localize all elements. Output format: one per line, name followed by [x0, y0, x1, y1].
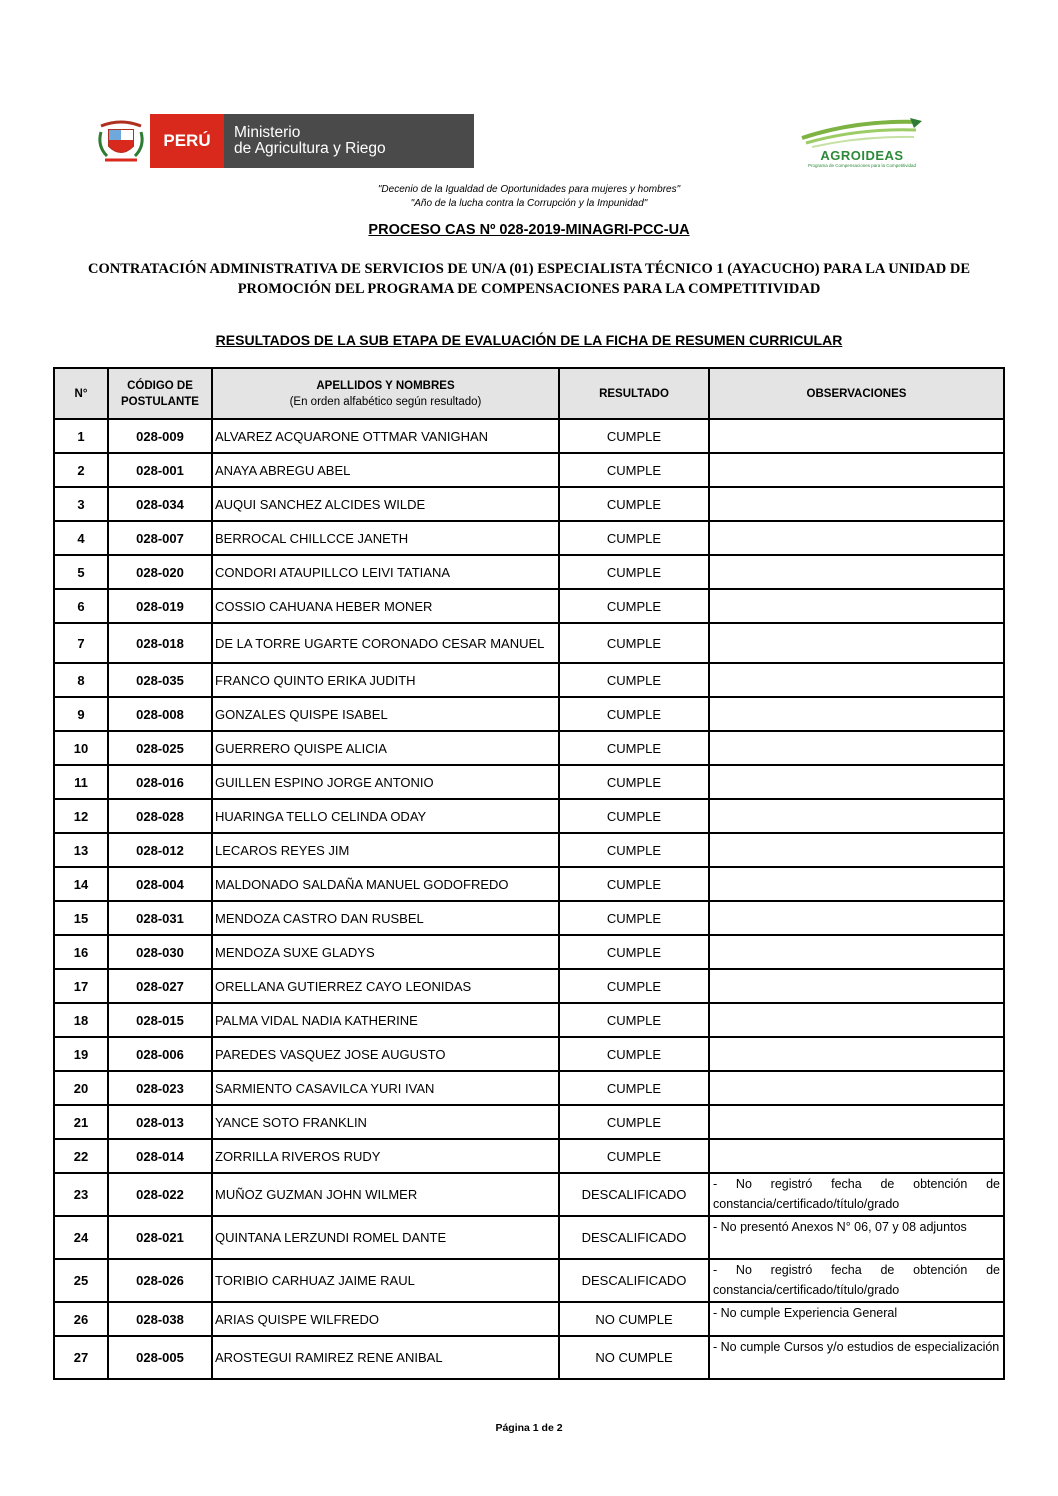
- row-number: 23: [54, 1173, 108, 1216]
- row-observations: [709, 935, 1004, 969]
- row-result: CUMPLE: [559, 935, 709, 969]
- row-code: 028-026: [108, 1259, 212, 1302]
- results-title: RESULTADOS DE LA SUB ETAPA DE EVALUACIÓN DE LA FICHA DE RESUMEN CURRICULAR: [215, 332, 843, 348]
- header-name: [212, 368, 559, 419]
- row-name: SARMIENTO CASAVILCA YURI IVAN: [212, 1071, 559, 1105]
- row-code: 028-020: [108, 555, 212, 589]
- table-row: [54, 833, 1004, 867]
- row-number: 2: [54, 453, 108, 487]
- year-note: "Año de la lucha contra la Corrupción y la Impunidad": [410, 198, 648, 209]
- row-code: 028-027: [108, 969, 212, 1003]
- table-row: [54, 867, 1004, 901]
- results-table: [53, 367, 1005, 1380]
- row-observations: [709, 589, 1004, 623]
- row-name: PAREDES VASQUEZ JOSE AUGUSTO: [212, 1037, 559, 1071]
- row-number: 18: [54, 1003, 108, 1037]
- row-code: 028-035: [108, 663, 212, 697]
- row-name: GUILLEN ESPINO JORGE ANTONIO: [212, 765, 559, 799]
- row-result: CUMPLE: [559, 1105, 709, 1139]
- row-observations: [709, 521, 1004, 555]
- table-row: [54, 935, 1004, 969]
- table-row: [54, 555, 1004, 589]
- row-observations: [709, 623, 1004, 663]
- row-observations: [709, 697, 1004, 731]
- row-result: CUMPLE: [559, 1139, 709, 1173]
- row-name: ALVAREZ ACQUARONE OTTMAR VANIGHAN: [212, 419, 559, 453]
- row-result: CUMPLE: [559, 697, 709, 731]
- row-name: YANCE SOTO FRANKLIN: [212, 1105, 559, 1139]
- row-code: 028-022: [108, 1173, 212, 1216]
- row-observations: - No cumple Cursos y/o estudios de especialización: [709, 1336, 1004, 1379]
- decade-note: "Decenio de la Igualdad de Oportunidades para mujeres y hombres": [377, 184, 681, 195]
- table-row: [54, 521, 1004, 555]
- row-observations: [709, 867, 1004, 901]
- row-number: 21: [54, 1105, 108, 1139]
- row-name: PALMA VIDAL NADIA KATHERINE: [212, 1003, 559, 1037]
- row-observations: [709, 453, 1004, 487]
- table-row: [54, 1336, 1004, 1379]
- row-result: CUMPLE: [559, 901, 709, 935]
- row-observations: [709, 969, 1004, 1003]
- ministry-line2: de Agricultura y Riego: [234, 140, 386, 157]
- row-result: CUMPLE: [559, 765, 709, 799]
- row-name: GONZALES QUISPE ISABEL: [212, 697, 559, 731]
- row-name: COSSIO CAHUANA HEBER MONER: [212, 589, 559, 623]
- row-name: ANAYA ABREGU ABEL: [212, 453, 559, 487]
- row-observations: [709, 1003, 1004, 1037]
- row-result: DESCALIFICADO: [559, 1259, 709, 1302]
- row-number: 10: [54, 731, 108, 765]
- header-code: [108, 368, 212, 419]
- row-observations: [709, 799, 1004, 833]
- agroideas-subtitle: Programa de Compensaciones para la Competitividad: [807, 163, 917, 168]
- row-result: CUMPLE: [559, 663, 709, 697]
- row-code: 028-034: [108, 487, 212, 521]
- row-result: CUMPLE: [559, 521, 709, 555]
- row-name: ARIAS QUISPE WILFREDO: [212, 1302, 559, 1336]
- row-result: CUMPLE: [559, 799, 709, 833]
- row-result: CUMPLE: [559, 833, 709, 867]
- table-row: [54, 1105, 1004, 1139]
- row-name: ZORRILLA RIVEROS RUDY: [212, 1139, 559, 1173]
- row-result: CUMPLE: [559, 1071, 709, 1105]
- row-number: 7: [54, 623, 108, 663]
- row-number: 25: [54, 1259, 108, 1302]
- table-row: [54, 1302, 1004, 1336]
- row-code: 028-023: [108, 1071, 212, 1105]
- row-result: NO CUMPLE: [559, 1302, 709, 1336]
- row-name: AUQUI SANCHEZ ALCIDES WILDE: [212, 487, 559, 521]
- ministry-name: [224, 114, 474, 168]
- row-result: CUMPLE: [559, 867, 709, 901]
- row-name: TORIBIO CARHUAZ JAIME RAUL: [212, 1259, 559, 1302]
- row-observations: [709, 1037, 1004, 1071]
- row-code: 028-014: [108, 1139, 212, 1173]
- agroideas-logo: [796, 116, 928, 176]
- row-code: 028-007: [108, 521, 212, 555]
- row-name: DE LA TORRE UGARTE CORONADO CESAR MANUEL: [212, 623, 559, 663]
- table-row: [54, 697, 1004, 731]
- row-result: CUMPLE: [559, 487, 709, 521]
- row-number: 6: [54, 589, 108, 623]
- row-code: 028-012: [108, 833, 212, 867]
- agroideas-swoosh-icon: [796, 116, 928, 148]
- row-result: CUMPLE: [559, 419, 709, 453]
- row-code: 028-004: [108, 867, 212, 901]
- row-result: DESCALIFICADO: [559, 1216, 709, 1259]
- row-name: MENDOZA SUXE GLADYS: [212, 935, 559, 969]
- row-name: ORELLANA GUTIERREZ CAYO LEONIDAS: [212, 969, 559, 1003]
- row-result: CUMPLE: [559, 555, 709, 589]
- table-row: [54, 1003, 1004, 1037]
- row-number: 19: [54, 1037, 108, 1071]
- row-code: 028-006: [108, 1037, 212, 1071]
- row-name: MALDONADO SALDAÑA MANUEL GODOFREDO: [212, 867, 559, 901]
- row-code: 028-001: [108, 453, 212, 487]
- row-number: 17: [54, 969, 108, 1003]
- row-result: CUMPLE: [559, 453, 709, 487]
- row-result: CUMPLE: [559, 589, 709, 623]
- table-row: [54, 1071, 1004, 1105]
- row-number: 11: [54, 765, 108, 799]
- row-name: MUÑOZ GUZMAN JOHN WILMER: [212, 1173, 559, 1216]
- row-number: 9: [54, 697, 108, 731]
- header-name-line2: (En orden alfabético según resultado): [289, 395, 482, 408]
- row-result: CUMPLE: [559, 1037, 709, 1071]
- row-name: CONDORI ATAUPILLCO LEIVI TATIANA: [212, 555, 559, 589]
- row-number: 15: [54, 901, 108, 935]
- row-number: 12: [54, 799, 108, 833]
- table-row: [54, 1259, 1004, 1302]
- row-number: 13: [54, 833, 108, 867]
- row-result: CUMPLE: [559, 623, 709, 663]
- row-code: 028-028: [108, 799, 212, 833]
- coat-of-arms-icon: [92, 114, 150, 168]
- table-row: [54, 765, 1004, 799]
- row-code: 028-038: [108, 1302, 212, 1336]
- ministry-line1: Ministerio: [234, 124, 301, 141]
- table-row: [54, 623, 1004, 663]
- row-code: 028-005: [108, 1336, 212, 1379]
- row-code: 028-015: [108, 1003, 212, 1037]
- row-number: 20: [54, 1071, 108, 1105]
- row-observations: [709, 487, 1004, 521]
- row-result: DESCALIFICADO: [559, 1173, 709, 1216]
- row-observations: [709, 731, 1004, 765]
- row-number: 4: [54, 521, 108, 555]
- row-name: HUARINGA TELLO CELINDA ODAY: [212, 799, 559, 833]
- row-observations: [709, 663, 1004, 697]
- row-name: GUERRERO QUISPE ALICIA: [212, 731, 559, 765]
- table-row: [54, 1216, 1004, 1259]
- row-number: 16: [54, 935, 108, 969]
- row-code: 028-009: [108, 419, 212, 453]
- row-name: QUINTANA LERZUNDI ROMEL DANTE: [212, 1216, 559, 1259]
- table-row: [54, 1173, 1004, 1216]
- row-number: 3: [54, 487, 108, 521]
- row-observations: [709, 555, 1004, 589]
- row-name: FRANCO QUINTO ERIKA JUDITH: [212, 663, 559, 697]
- row-observations: [709, 1105, 1004, 1139]
- table-row: [54, 453, 1004, 487]
- ministry-logo: [92, 114, 474, 168]
- row-number: 22: [54, 1139, 108, 1173]
- row-code: 028-013: [108, 1105, 212, 1139]
- agroideas-name: AGROIDEAS: [820, 148, 904, 163]
- row-observations: [709, 833, 1004, 867]
- header-name-line1: APELLIDOS Y NOMBRES: [316, 379, 455, 392]
- table-body: [54, 419, 1004, 1379]
- row-name: BERROCAL CHILLCCE JANETH: [212, 521, 559, 555]
- table-row: [54, 589, 1004, 623]
- row-observations: [709, 1139, 1004, 1173]
- row-observations: [709, 765, 1004, 799]
- row-code: 028-025: [108, 731, 212, 765]
- row-observations: [709, 1071, 1004, 1105]
- table-row: [54, 969, 1004, 1003]
- page-footer: Página 1 de 2: [495, 1422, 563, 1434]
- row-observations: [709, 419, 1004, 453]
- row-name: LECAROS REYES JIM: [212, 833, 559, 867]
- row-number: 8: [54, 663, 108, 697]
- table-row: [54, 901, 1004, 935]
- row-name: MENDOZA CASTRO DAN RUSBEL: [212, 901, 559, 935]
- contract-title: CONTRATACIÓN ADMINISTRATIVA DE SERVICIOS DE UN/A (01) ESPECIALISTA TÉCNICO 1 (AYACUCHO) PARA LA UNIDAD DE PROMOCIÓN DEL PROGRAMA DE COMPENSACIONES PARA LA COMPETITIVIDAD: [88, 261, 970, 297]
- row-code: 028-016: [108, 765, 212, 799]
- row-number: 1: [54, 419, 108, 453]
- table-row: [54, 487, 1004, 521]
- table-row: [54, 731, 1004, 765]
- table-header-row: [54, 368, 1004, 419]
- row-number: 5: [54, 555, 108, 589]
- row-result: CUMPLE: [559, 969, 709, 1003]
- row-result: CUMPLE: [559, 731, 709, 765]
- header-num: N°: [54, 368, 108, 419]
- row-number: 24: [54, 1216, 108, 1259]
- row-code: 028-008: [108, 697, 212, 731]
- row-number: 27: [54, 1336, 108, 1379]
- row-number: 14: [54, 867, 108, 901]
- row-number: 26: [54, 1302, 108, 1336]
- row-result: NO CUMPLE: [559, 1336, 709, 1379]
- table-row: [54, 1139, 1004, 1173]
- header-result: RESULTADO: [559, 368, 709, 419]
- row-code: 028-019: [108, 589, 212, 623]
- header-code-line2: POSTULANTE: [121, 395, 199, 408]
- table-row: [54, 419, 1004, 453]
- row-observations: - No presentó Anexos N° 06, 07 y 08 adjuntos: [709, 1216, 1004, 1259]
- table-row: [54, 799, 1004, 833]
- table-row: [54, 1037, 1004, 1071]
- row-code: 028-021: [108, 1216, 212, 1259]
- row-observations: - No registró fecha de obtención de constancia/certificado/título/grado: [709, 1259, 1004, 1302]
- row-observations: - No cumple Experiencia General: [709, 1302, 1004, 1336]
- row-code: 028-030: [108, 935, 212, 969]
- peru-label: PERÚ: [150, 114, 224, 168]
- process-title: PROCESO CAS Nº 028-2019-MINAGRI-PCC-UA: [368, 222, 690, 238]
- row-code: 028-018: [108, 623, 212, 663]
- row-observations: [709, 901, 1004, 935]
- row-name: AROSTEGUI RAMIREZ RENE ANIBAL: [212, 1336, 559, 1379]
- row-result: CUMPLE: [559, 1003, 709, 1037]
- table-row: [54, 663, 1004, 697]
- header-obs: OBSERVACIONES: [709, 368, 1004, 419]
- header-code-line1: CÓDIGO DE: [127, 379, 193, 392]
- row-observations: - No registró fecha de obtención de constancia/certificado/título/grado: [709, 1173, 1004, 1216]
- row-code: 028-031: [108, 901, 212, 935]
